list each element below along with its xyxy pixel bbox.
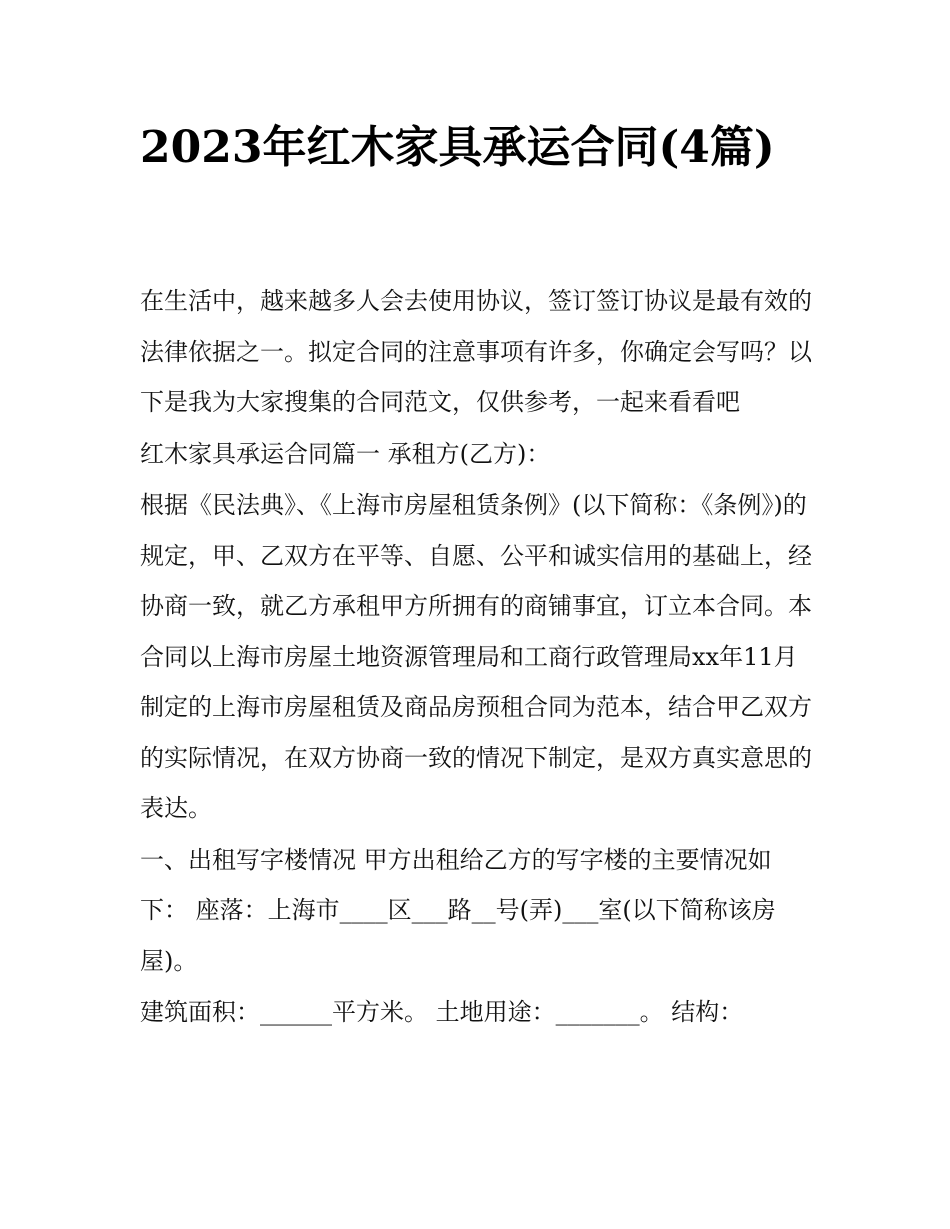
document-title: 2023年红木家具承运合同(4篇)	[140, 122, 775, 173]
office-situation-paragraph: 一、出租写字楼情况 甲方出租给乙方的写字楼的主要情况如下： 座落：上海市____区___路__号(弄)___室(以下简称该房屋)。	[140, 845, 776, 975]
intro-paragraph: 在生活中，越来越多人会去使用协议，签订签订协议是最有效的法律依据之一。拟定合同的注意事项有许多，你确定会写吗？以下是我为大家搜集的合同范文，仅供参考，一起来看看吧	[140, 287, 812, 416]
document-body	[140, 276, 815, 1038]
legal-basis-paragraph: 根据《民法典》、《上海市房屋租赁条例》(以下简称：《条例》)的规定，甲、乙双方在平等、自愿、公平和诚实信用的基础上，经协商一致，就乙方承租甲方所拥有的商铺事宜，订立本合同。本合同以上海市房屋土地资源管理局和工商行政管理局xx年11月制定的上海市房屋租赁及商品房预租合同为范本，结合甲乙双方的实际情况，在双方协商一致的情况下制定，是双方真实意思的表达。	[140, 491, 812, 822]
section-heading-paragraph: 红木家具承运合同篇一 承租方(乙方)：	[140, 439, 551, 468]
building-area-paragraph: 建筑面积：______平方米。 土地用途：_______。 结构：	[140, 998, 744, 1026]
